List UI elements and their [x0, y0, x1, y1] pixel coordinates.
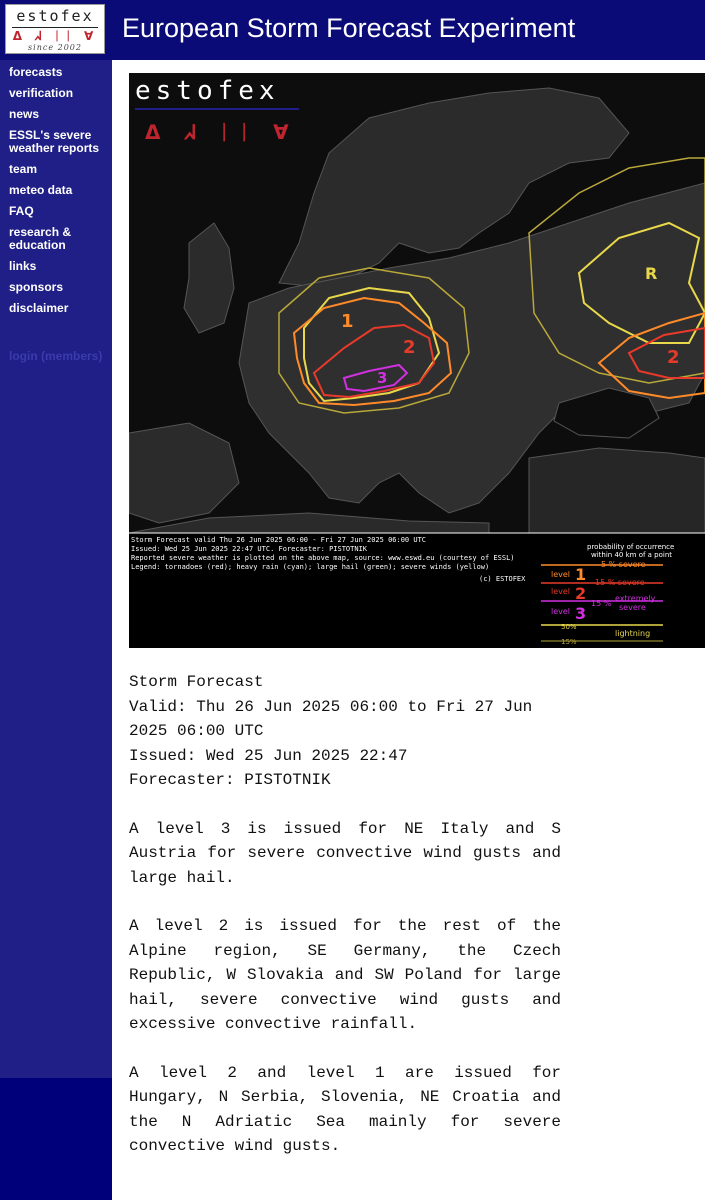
site-title: European Storm Forecast Experiment — [122, 13, 576, 43]
nav-forecasts[interactable]: forecasts — [9, 65, 63, 79]
nav-research-education[interactable]: research & education — [9, 225, 72, 252]
forecast-title: Storm Forecast — [129, 673, 264, 691]
map-info-line-4: Legend: tornadoes (red); heavy rain (cyan); large hail (green); severe winds (yellow) — [131, 563, 490, 571]
legend-extreme-label-2: severe — [619, 603, 646, 612]
legend-title-1: probability of occurrence — [587, 543, 675, 551]
forecast-meta — [129, 670, 561, 793]
forecast-article — [129, 670, 561, 1183]
logo-tagline: since 2002 — [28, 43, 82, 52]
forecast-issued: Issued: Wed 25 Jun 2025 22:47 — [129, 746, 408, 765]
map-symbols-icon: ᐃ ᖽ ᛁᛁ ∀ — [145, 120, 297, 144]
forecast-paragraph-3: A level 2 and level 1 are issued for Hungary, N Serbia, Slovenia, NE Croatia and the N Adriatic Sea mainly for severe convective wind gusts. — [129, 1063, 561, 1155]
logo-symbols-icon: ᐃ ᖽ ᛁᛁ ∀ — [12, 29, 98, 43]
estofex-logo[interactable] — [5, 4, 105, 54]
map-info-line-3: Reported severe weather is plotted on the above map, source: www.eswd.eu (courtesy of ESSL) — [131, 554, 515, 562]
map-copyright: (c) ESTOFEX — [479, 575, 526, 583]
legend-level3-word: level — [551, 607, 571, 616]
nav-sponsors[interactable]: sponsors — [9, 280, 64, 294]
forecast-valid: Valid: Thu 26 Jun 2025 06:00 to Fri 27 Jun 2025 06:00 UTC — [129, 697, 533, 740]
logo-rule — [12, 27, 98, 28]
legend-level3-num: 3 — [575, 604, 587, 623]
map-lightning-symbol-label: R — [645, 264, 658, 283]
legend-level2-word: level — [551, 587, 571, 596]
legend-level2-num: 2 — [575, 584, 587, 603]
logo-brand: estofex — [16, 7, 94, 25]
legend-title-2: within 40 km of a point — [591, 551, 673, 559]
sidebar — [0, 60, 112, 1078]
forecast-forecaster: Forecaster: PISTOTNIK — [129, 771, 331, 789]
legend-extreme-pct: 15 % — [591, 599, 612, 608]
map-info-line-1: Storm Forecast valid Thu 26 Jun 2025 06:00 - Fri 27 Jun 2025 06:00 UTC — [131, 536, 427, 544]
site-header — [0, 0, 705, 60]
forecast-paragraph-1: A level 3 is issued for NE Italy and S Austria for severe convective wind gusts and large hail. — [129, 819, 561, 887]
forecast-map-svg — [129, 73, 705, 648]
forecast-map[interactable] — [129, 73, 705, 648]
login-members-link[interactable]: login (members) — [9, 349, 103, 363]
legend-15pct: 15 % severe — [595, 578, 645, 587]
asia-minor-land — [529, 448, 705, 533]
legend-lightning-50: 50% — [561, 623, 577, 631]
map-level1-label: 1 — [341, 311, 354, 332]
nav-faq[interactable]: FAQ — [9, 204, 34, 218]
map-level2-label: 2 — [403, 337, 416, 358]
map-brand: estofex — [135, 76, 280, 106]
nav-team[interactable]: team — [9, 162, 38, 176]
nav-links[interactable]: links — [9, 259, 37, 273]
sidebar-nav — [9, 66, 109, 323]
nav-disclaimer[interactable]: disclaimer — [9, 301, 69, 315]
map-level3-label: 3 — [377, 369, 388, 387]
forecast-paragraph-2: A level 2 is issued for the rest of the Alpine region, SE Germany, the Czech Republic, W Slovakia and SW Poland for large hail, severe convective wind gusts and excessive convective rainfall. — [129, 917, 561, 1033]
legend-level1-num: 1 — [575, 565, 587, 584]
nav-essl-reports[interactable]: ESSL's severe weather reports — [9, 128, 100, 155]
legend-5pct: 5 % severe — [601, 560, 646, 569]
map-level2-east-label: 2 — [667, 347, 680, 368]
nav-verification[interactable]: verification — [9, 86, 74, 100]
nav-news[interactable]: news — [9, 107, 40, 121]
legend-extreme-label-1: extremely — [615, 594, 656, 603]
legend-lightning-15: 15% — [561, 638, 577, 646]
sidebar-footer — [0, 1078, 112, 1200]
legend-level1-word: level — [551, 570, 571, 579]
legend-lightning-label: lightning — [615, 629, 651, 638]
map-info-line-2: Issued: Wed 25 Jun 2025 22:47 UTC. Forecaster: PISTOTNIK — [131, 545, 368, 553]
nav-meteo-data[interactable]: meteo data — [9, 183, 73, 197]
